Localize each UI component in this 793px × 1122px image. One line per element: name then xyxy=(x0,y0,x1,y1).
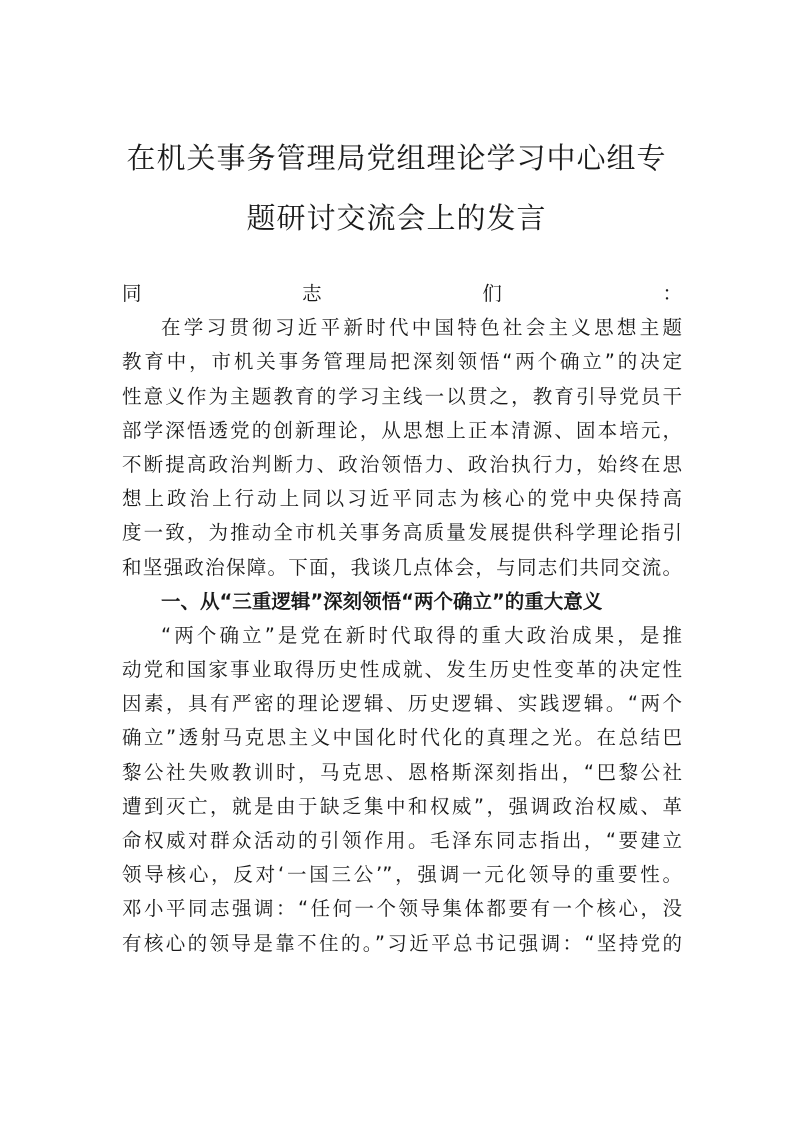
document-title xyxy=(100,128,693,248)
paragraph-line: 动党和国家事业取得历史性成就、发生历史性变革的决定性 xyxy=(122,658,682,682)
document-body xyxy=(122,277,682,961)
paragraph-line: 黎公社失败教训时，马克思、恩格斯深刻指出，“巴黎公社 xyxy=(122,760,682,784)
salutation: 同志们： xyxy=(122,282,682,305)
paragraph-line: 不断提高政治判断力、政治领悟力、政治执行力，始终在思 xyxy=(122,452,682,476)
paragraph-line: 在学习贯彻习近平新时代中国特色社会主义思想主题 xyxy=(161,316,682,340)
paragraph-line: 性意义作为主题教育的学习主线一以贯之，教育引导党员干 xyxy=(122,384,682,408)
paragraph-1 xyxy=(122,311,682,585)
paragraph-line: 和坚强政治保障。下面，我谈几点体会，与同志们共同交流。 xyxy=(122,555,682,579)
paragraph-line: 领导核心，反对‘一国三公’”，强调一元化领导的重要性。 xyxy=(122,863,682,887)
paragraph-line: 遭到灭亡，就是由于缺乏集中和权威”，强调政治权威、革 xyxy=(122,794,682,818)
section-heading: 一、从“三重逻辑”深刻领悟“两个确立”的重大意义 xyxy=(161,589,603,613)
title-line-2: 题研讨交流会上的发言 xyxy=(246,201,547,235)
paragraph-line: 确立”透射马克思主义中国化时代化的真理之光。在总结巴 xyxy=(122,726,682,750)
paragraph-line: “两个确立”是党在新时代取得的重大政治成果，是推 xyxy=(161,623,682,647)
paragraph-line: 有核心的领导是靠不住的。”习近平总书记强调：“坚持党的 xyxy=(122,931,682,955)
paragraph-line: 教育中，市机关事务管理局把深刻领悟“两个确立”的决定 xyxy=(122,350,682,374)
paragraph-line: 部学深悟透党的创新理论，从思想上正本清源、固本培元， xyxy=(122,418,682,442)
paragraph-2 xyxy=(122,619,682,961)
paragraph-line: 度一致，为推动全市机关事务高质量发展提供科学理论指引 xyxy=(122,521,682,545)
paragraph-line: 想上政治上行动上同以习近平同志为核心的党中央保持高 xyxy=(122,487,682,511)
paragraph-line: 命权威对群众活动的引领作用。毛泽东同志指出，“要建立 xyxy=(122,829,682,852)
paragraph-line: 因素，具有严密的理论逻辑、历史逻辑、实践逻辑。“两个 xyxy=(122,692,682,716)
title-line-1: 在机关事务管理局党组理论学习中心组专 xyxy=(126,141,667,175)
paragraph-line: 邓小平同志强调：“任何一个领导集体都要有一个核心，没 xyxy=(122,897,682,921)
